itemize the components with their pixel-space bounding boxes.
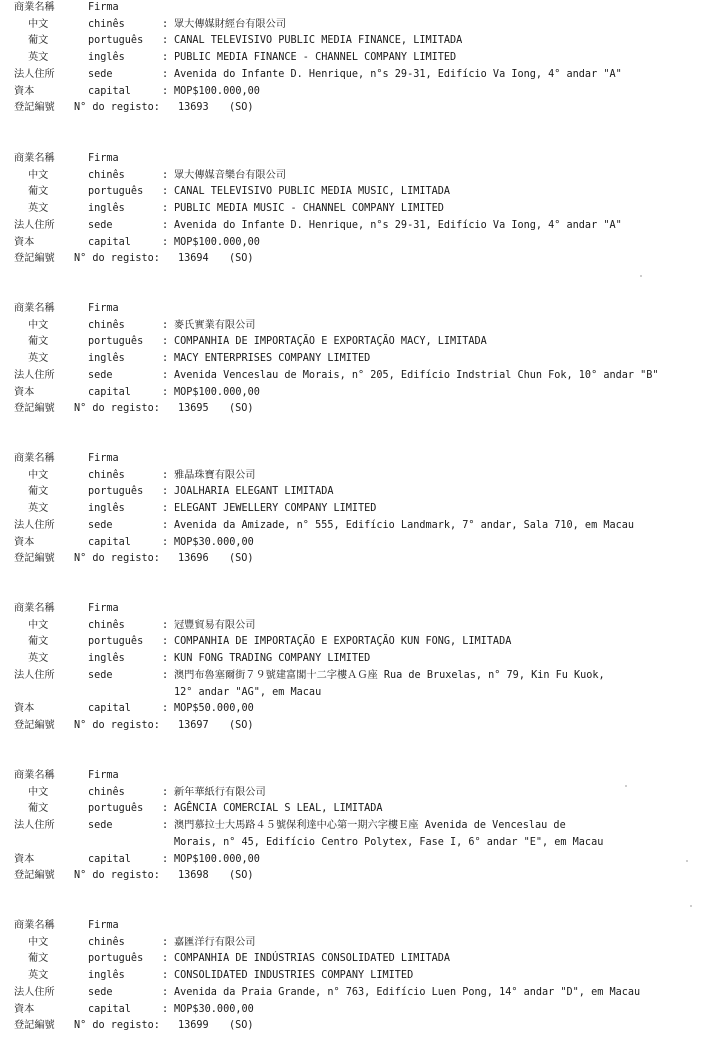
colon: : — [162, 186, 169, 198]
capital-label-pt: capital — [88, 85, 131, 97]
colon: : — [162, 68, 169, 80]
chinese-name: 眾大傳媒音樂台有限公司 — [174, 169, 287, 181]
chinese-name: 嘉匯洋行有限公司 — [174, 936, 256, 948]
portugues-label-zh: 葡文 — [28, 35, 49, 47]
firma-label-zh: 商業名稱 — [14, 770, 55, 781]
capital-value: MOP$30.000,00 — [174, 536, 254, 548]
capital-label-zh: 資本 — [14, 1003, 35, 1015]
ingles-label-zh: 英文 — [28, 653, 49, 665]
registo-status: (SO) — [229, 403, 254, 415]
ingles-label-pt: inglês — [88, 203, 125, 215]
registo-label-pt: N° do registo: — [74, 102, 160, 114]
capital-label-zh: 資本 — [14, 236, 35, 248]
scan-speck — [690, 905, 692, 907]
registo-label-zh: 登記編號 — [14, 102, 55, 114]
firma-label-zh: 商業名稱 — [14, 920, 55, 931]
registo-label-zh: 登記編號 — [14, 553, 55, 565]
colon: : — [162, 236, 169, 248]
registo-label-zh: 登記編號 — [14, 870, 55, 882]
sede-label-zh: 法人住所 — [14, 219, 55, 231]
colon: : — [162, 936, 169, 948]
registo-status: (SO) — [229, 719, 254, 731]
portuguese-name: COMPANHIA DE INDÚSTRIAS CONSOLIDATED LIMITADA — [174, 953, 451, 965]
sede-label-pt: sede — [88, 669, 113, 681]
scan-speck — [686, 860, 688, 862]
colon: : — [162, 786, 169, 798]
capital-label-pt: capital — [88, 386, 131, 398]
chines-label-pt: chinês — [88, 786, 125, 798]
colon: : — [162, 219, 169, 231]
chines-label-pt: chinês — [88, 319, 125, 331]
registo-number: 13693 — [178, 102, 209, 114]
capital-label-pt: capital — [88, 1003, 131, 1015]
registo-status: (SO) — [229, 553, 254, 565]
portugues-label-pt: português — [88, 35, 144, 47]
capital-label-zh: 資本 — [14, 85, 35, 97]
portugues-label-pt: português — [88, 336, 144, 348]
colon: : — [162, 803, 169, 815]
portuguese-name: JOALHARIA ELEGANT LIMITADA — [174, 486, 334, 498]
portugues-label-pt: português — [88, 953, 144, 965]
registo-label-pt: N° do registo: — [74, 403, 160, 415]
sede-address-line: 澳門慕拉士大馬路４５號保利達中心第一期六字樓Ｅ座 Avenida de Venceslau de — [174, 820, 566, 832]
ingles-label-zh: 英文 — [28, 353, 49, 365]
registo-label-pt: N° do registo: — [74, 1020, 160, 1032]
colon: : — [162, 169, 169, 181]
firma-label-zh: 商業名稱 — [14, 603, 55, 614]
ingles-label-pt: inglês — [88, 503, 125, 515]
firma-label-pt: Firma — [88, 770, 119, 781]
ingles-label-zh: 英文 — [28, 970, 49, 982]
colon: : — [162, 52, 169, 64]
sede-address-line: Avenida do Infante D. Henrique, n°s 29-31, Edifício Va Iong, 4° andar "A" — [174, 68, 622, 80]
capital-label-zh: 資本 — [14, 386, 35, 398]
registo-status: (SO) — [229, 1020, 254, 1032]
registo-number: 13696 — [178, 553, 209, 565]
english-name: PUBLIC MEDIA MUSIC - CHANNEL COMPANY LIMITED — [174, 203, 444, 215]
chines-label-zh: 中文 — [28, 469, 49, 481]
registo-label-zh: 登記編號 — [14, 719, 55, 731]
registo-number: 13694 — [178, 253, 209, 265]
ingles-label-pt: inglês — [88, 353, 125, 365]
chines-label-pt: chinês — [88, 18, 125, 30]
registo-number: 13698 — [178, 870, 209, 882]
portugues-label-zh: 葡文 — [28, 953, 49, 965]
colon: : — [162, 853, 169, 865]
english-name: PUBLIC MEDIA FINANCE - CHANNEL COMPANY LIMITED — [174, 52, 457, 64]
chines-label-zh: 中文 — [28, 786, 49, 798]
ingles-label-zh: 英文 — [28, 203, 49, 215]
capital-value: MOP$100.000,00 — [174, 236, 260, 248]
portuguese-name: COMPANHIA DE IMPORTAÇÃO E EXPORTAÇÃO MACY, LIMITADA — [174, 336, 487, 348]
portugues-label-pt: português — [88, 803, 144, 815]
chinese-name: 眾大傳媒財經台有限公司 — [174, 18, 287, 30]
colon: : — [162, 953, 169, 965]
portugues-label-zh: 葡文 — [28, 803, 49, 815]
capital-label-pt: capital — [88, 236, 131, 248]
colon: : — [162, 986, 169, 998]
portugues-label-zh: 葡文 — [28, 486, 49, 498]
colon: : — [162, 669, 169, 681]
chines-label-zh: 中文 — [28, 319, 49, 331]
colon: : — [162, 619, 169, 631]
firma-label-pt: Firma — [88, 603, 119, 614]
colon: : — [162, 353, 169, 365]
firma-label-pt: Firma — [88, 920, 119, 931]
firma-label-zh: 商業名稱 — [14, 303, 55, 314]
colon: : — [162, 519, 169, 531]
registo-label-pt: N° do registo: — [74, 253, 160, 265]
registo-label-zh: 登記編號 — [14, 403, 55, 415]
sede-label-pt: sede — [88, 68, 113, 80]
scan-speck — [625, 785, 627, 787]
sede-label-zh: 法人住所 — [14, 820, 55, 832]
sede-address-line: Avenida da Amizade, n° 555, Edifício Landmark, 7° andar, Sala 710, em Macau — [174, 519, 635, 531]
chines-label-pt: chinês — [88, 936, 125, 948]
chines-label-zh: 中文 — [28, 619, 49, 631]
ingles-label-zh: 英文 — [28, 503, 49, 515]
ingles-label-zh: 英文 — [28, 52, 49, 64]
colon: : — [162, 386, 169, 398]
chinese-name: 新年華紙行有限公司 — [174, 786, 266, 798]
portugues-label-zh: 葡文 — [28, 636, 49, 648]
sede-label-zh: 法人住所 — [14, 519, 55, 531]
firma-label-pt: Firma — [88, 453, 119, 464]
colon: : — [162, 486, 169, 498]
ingles-label-pt: inglês — [88, 653, 125, 665]
firma-label-pt: Firma — [88, 303, 119, 314]
firma-label-zh: 商業名稱 — [14, 153, 55, 164]
chines-label-zh: 中文 — [28, 936, 49, 948]
registo-label-pt: N° do registo: — [74, 719, 160, 731]
portugues-label-pt: português — [88, 186, 144, 198]
chinese-name: 麥氏實業有限公司 — [174, 319, 256, 331]
portuguese-name: COMPANHIA DE IMPORTAÇÃO E EXPORTAÇÃO KUN FONG, LIMITADA — [174, 636, 512, 648]
colon: : — [162, 203, 169, 215]
registo-number: 13697 — [178, 719, 209, 731]
registo-status: (SO) — [229, 870, 254, 882]
colon: : — [162, 18, 169, 30]
english-name: ELEGANT JEWELLERY COMPANY LIMITED — [174, 503, 377, 515]
english-name: CONSOLIDATED INDUSTRIES COMPANY LIMITED — [174, 970, 414, 982]
registo-label-pt: N° do registo: — [74, 553, 160, 565]
colon: : — [162, 653, 169, 665]
capital-label-pt: capital — [88, 703, 131, 715]
sede-label-pt: sede — [88, 369, 113, 381]
sede-address-line: Avenida da Praia Grande, n° 763, Edifício Luen Pong, 14° andar "D", em Macau — [174, 986, 641, 998]
firma-label-pt: Firma — [88, 153, 119, 164]
colon: : — [162, 319, 169, 331]
sede-address-line: Morais, n° 45, Edifício Centro Polytex, Fase I, 6° andar "E", em Macau — [174, 836, 604, 848]
capital-label-zh: 資本 — [14, 536, 35, 548]
colon: : — [162, 703, 169, 715]
english-name: KUN FONG TRADING COMPANY LIMITED — [174, 653, 371, 665]
capital-label-zh: 資本 — [14, 853, 35, 865]
capital-label-pt: capital — [88, 536, 131, 548]
colon: : — [162, 636, 169, 648]
firma-label-zh: 商業名稱 — [14, 453, 55, 464]
sede-label-pt: sede — [88, 820, 113, 832]
colon: : — [162, 970, 169, 982]
sede-address-line: Avenida do Infante D. Henrique, n°s 29-31, Edifício Va Iong, 4° andar "A" — [174, 219, 622, 231]
registo-label-pt: N° do registo: — [74, 870, 160, 882]
portugues-label-pt: português — [88, 486, 144, 498]
capital-value: MOP$30.000,00 — [174, 1003, 254, 1015]
registo-number: 13695 — [178, 403, 209, 415]
sede-label-pt: sede — [88, 219, 113, 231]
sede-address-line: 澳門布魯塞爾街７９號建富閣十二字樓ＡＧ座 Rua de Bruxelas, n° 79, Kin Fu Kuok, — [174, 669, 605, 681]
sede-label-pt: sede — [88, 986, 113, 998]
portugues-label-pt: português — [88, 636, 144, 648]
firma-label-pt: Firma — [88, 2, 119, 13]
portuguese-name: AGÊNCIA COMERCIAL S LEAL, LIMITADA — [174, 803, 383, 815]
ingles-label-pt: inglês — [88, 52, 125, 64]
colon: : — [162, 85, 169, 97]
capital-value: MOP$100.000,00 — [174, 386, 260, 398]
registo-status: (SO) — [229, 253, 254, 265]
colon: : — [162, 1003, 169, 1015]
registo-label-zh: 登記編號 — [14, 253, 55, 265]
chines-label-pt: chinês — [88, 469, 125, 481]
chines-label-pt: chinês — [88, 619, 125, 631]
colon: : — [162, 369, 169, 381]
sede-address-line: 12° andar "AG", em Macau — [174, 686, 322, 698]
ingles-label-pt: inglês — [88, 970, 125, 982]
portuguese-name: CANAL TELEVISIVO PUBLIC MEDIA MUSIC, LIMITADA — [174, 186, 451, 198]
colon: : — [162, 35, 169, 47]
chinese-name: 雅晶珠寶有限公司 — [174, 469, 256, 481]
colon: : — [162, 820, 169, 832]
capital-label-zh: 資本 — [14, 703, 35, 715]
colon: : — [162, 336, 169, 348]
sede-address-line: Avenida Venceslau de Morais, n° 205, Edifício Indstrial Chun Fok, 10° andar "B" — [174, 369, 659, 381]
english-name: MACY ENTERPRISES COMPANY LIMITED — [174, 353, 371, 365]
registo-label-zh: 登記編號 — [14, 1020, 55, 1032]
capital-value: MOP$100.000,00 — [174, 85, 260, 97]
capital-value: MOP$100.000,00 — [174, 853, 260, 865]
sede-label-pt: sede — [88, 519, 113, 531]
registo-number: 13699 — [178, 1020, 209, 1032]
portugues-label-zh: 葡文 — [28, 186, 49, 198]
sede-label-zh: 法人住所 — [14, 669, 55, 681]
scan-speck — [640, 275, 642, 277]
colon: : — [162, 469, 169, 481]
sede-label-zh: 法人住所 — [14, 369, 55, 381]
colon: : — [162, 503, 169, 515]
chinese-name: 冠豐貿易有限公司 — [174, 619, 256, 631]
firma-label-zh: 商業名稱 — [14, 2, 55, 13]
sede-label-zh: 法人住所 — [14, 68, 55, 80]
capital-label-pt: capital — [88, 853, 131, 865]
chines-label-zh: 中文 — [28, 18, 49, 30]
colon: : — [162, 536, 169, 548]
portugues-label-zh: 葡文 — [28, 336, 49, 348]
registo-status: (SO) — [229, 102, 254, 114]
sede-label-zh: 法人住所 — [14, 986, 55, 998]
chines-label-pt: chinês — [88, 169, 125, 181]
portuguese-name: CANAL TELEVISIVO PUBLIC MEDIA FINANCE, LIMITADA — [174, 35, 463, 47]
capital-value: MOP$50.000,00 — [174, 703, 254, 715]
chines-label-zh: 中文 — [28, 169, 49, 181]
